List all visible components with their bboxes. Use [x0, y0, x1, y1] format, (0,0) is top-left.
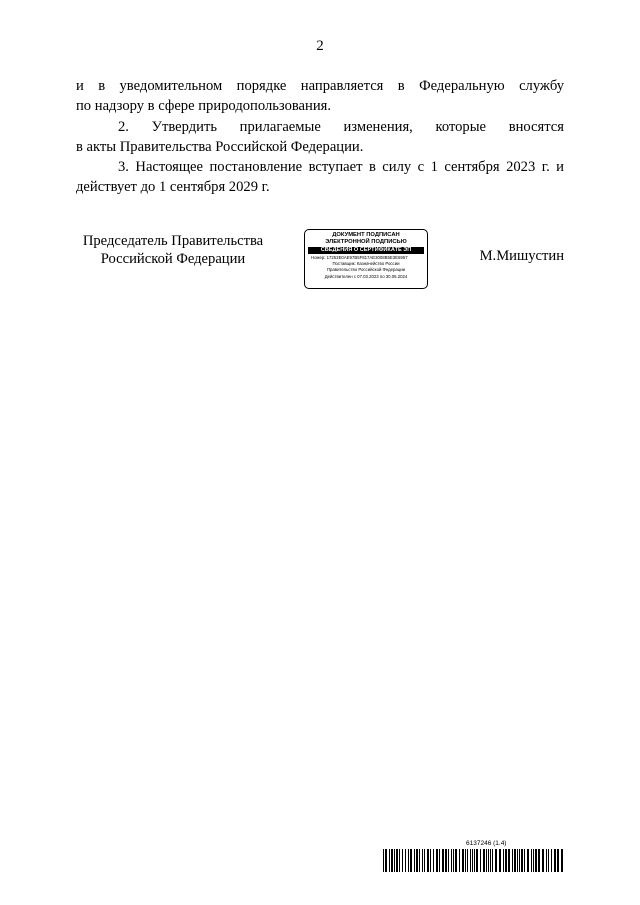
page-number: 2: [316, 38, 324, 54]
stamp-certificate-number: Номер: 17253E0AE97B5F817AE3008B5E3E6957: [311, 255, 408, 260]
paragraph-1-line-2: по надзору в сфере природопользования.: [76, 98, 332, 115]
signer-title-line-1: Председатель Правительства: [82, 233, 264, 249]
stamp-heading-line-1: ДОКУМЕНТ ПОДПИСАН: [332, 232, 400, 238]
stamp-heading-line-2: ЭЛЕКТРОННОЙ ПОДПИСЬЮ: [325, 239, 407, 245]
electronic-signature-stamp: [304, 229, 428, 289]
barcode: [383, 849, 565, 872]
stamp-heading: [305, 232, 427, 246]
paragraph-2-line-1: 2. Утвердить прилагаемые изменения, которые вносятся: [118, 118, 564, 135]
stamp-certificate-band: СВЕДЕНИЯ О СЕРТИФИКАТЕ ЭП: [308, 247, 424, 254]
stamp-validity: Действителен с 07.03.2023 по 30.05.2024: [324, 273, 408, 279]
barcode-caption: 6137246 (1.4): [466, 840, 507, 847]
document-body: [76, 76, 564, 198]
paragraph-2-line-2: в акты Правительства Российской Федерации.: [76, 138, 364, 155]
paragraph-1: [76, 76, 564, 117]
paragraph-1-line-1: и в уведомительном порядке направляется в Федеральную службу: [76, 78, 564, 94]
paragraph-2: [76, 117, 564, 158]
signer-name: М.Мишустин: [479, 248, 564, 264]
stamp-owner: Правительство Российской Федерации: [326, 267, 406, 273]
stamp-supplier: Поставщик: Казначейство России: [332, 261, 400, 267]
signer-title-line-2: Российской Федерации: [100, 251, 246, 267]
paragraph-3-line-2: действует до 1 сентября 2029 г.: [76, 179, 270, 196]
signer-title: [70, 232, 276, 268]
paragraph-3: [76, 157, 564, 198]
paragraph-3-line-1: 3. Настоящее постановление вступает в силу с 1 сентября 2023 г. и: [118, 159, 564, 176]
